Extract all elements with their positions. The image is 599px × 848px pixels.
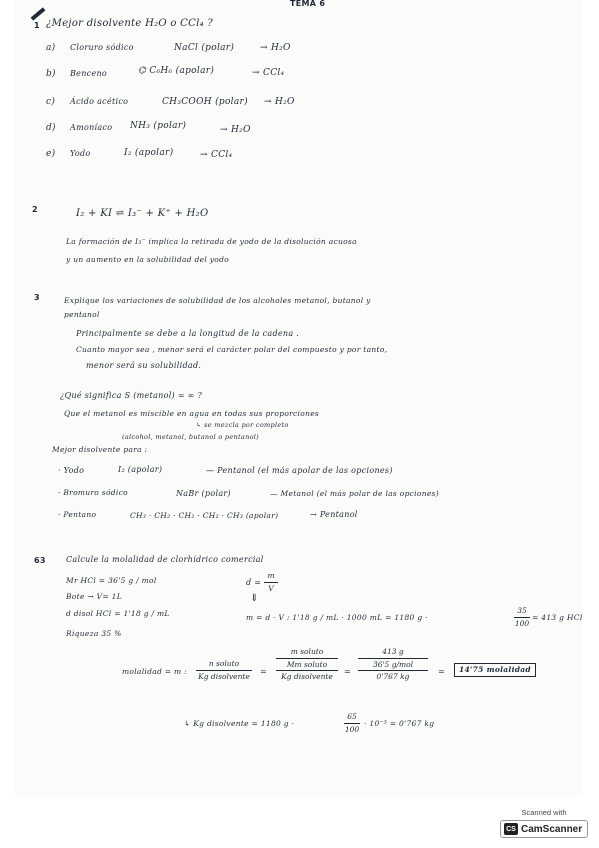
q1-number: 1	[34, 21, 40, 30]
q3-line-2: pentanol	[64, 310, 100, 319]
q3-sub-answer: Que el metanol es miscible en agua en todas sus proporciones	[64, 409, 320, 418]
q3-line-5: menor será su solubilidad.	[86, 361, 202, 370]
mass-calculation: m = d · V : 1'18 g / mL · 1000 mL = 1180 g ·	[246, 613, 428, 622]
q63-title: Calcule la molalidad de clorhídrico comercial	[66, 555, 264, 564]
molality-label: molalidad = m :	[122, 667, 187, 676]
density-fraction: m V	[264, 572, 278, 592]
camscanner-stamp	[500, 808, 588, 842]
q3-sub-note: ↳ se mezcla por completo	[196, 421, 289, 429]
scanned-page: TEMA 6 1 ¿Mejor disolvente H₂O o CCl₄ ? a) Cloruro sódico NaCl (polar) → H₂O b) Benceno ⌬ C₆H₆ (apolar) → CCl₄ c) Ácido acético CH₃COOH (polar) → H₂O d) Amoníaco NH₃ (polar) → H₂O e) Yodo I₂ (apolar) → CCl₄ 2 I₂ + KI ⇌ I₃⁻ + K⁺ + H₂O La formación de I₃⁻ implica la retirada de yodo de la disolución acuosa y un aumento en la solubilidad del yodo 3 Explique los variaciones de solubilidad de los alcoholes metanol, butanol y pentanol Principalmente se debe a la longitud de la cadena . Cuanto mayor sea , menor será el carácter polar del compuesto y por tanto, menor será su solubilidad. ¿Qué significa S (metanol) = ∞ ? Que el metanol es miscible en agua en todas sus proporciones ↳ se mezcla por completo (alcohol, metanol, butanol o pentanol) Mejor disolvente para : · Yodo I₂ (apolar) — Pentanol (el más apolar de las opciones) · Bromuro sódico NaBr (polar) — Metanol (el más polar de las opciones) · Pentano CH₃ · CH₂ · CH₂ · CH₂ · CH₃ (apolar) → Pentanol 63 Calcule la molalidad de clorhídrico comercial Mr HCl = 36'5 g / mol Bote → V= 1L d disol HCl = 1'18 g / mL Riqueza 35 % d = m V ⇓ m = d · V : 1'18 g / mL · 1000 mL = 1180 g · 35 100 = 413 g HCl molalidad = m : n soluto Kg disolvente = m soluto Mm soluto Kg disolvente = 413 g 36'5 g/mol 0'767 kg = 14'75 molalidad ↳ Kg disolvente = 1180 g · 65 100 · 10⁻³ = 0'767 kg	[14, 0, 582, 796]
density-label: d =	[246, 578, 262, 587]
camscanner-logo-icon: CS	[504, 823, 518, 835]
solvent-fraction: 65 100	[344, 712, 360, 734]
molality-fraction-2: m soluto Mm soluto Kg disolvente	[276, 648, 338, 681]
q1-question: ¿Mejor disolvente H₂O o CCl₄ ?	[46, 18, 214, 29]
q63-data-mr: Mr HCl = 36'5 g / mol	[66, 576, 157, 585]
q63-data-purity: Riqueza 35 %	[66, 629, 122, 638]
molality-result: 14'75 molalidad	[454, 663, 536, 677]
stamp-caption: Scanned with	[521, 808, 567, 817]
mass-result: = 413 g HCl	[532, 613, 583, 622]
q3-number: 3	[34, 293, 40, 302]
q2-line-2: y un aumento en la solubilidad del yodo	[66, 255, 230, 264]
page-header: TEMA 6	[290, 0, 326, 8]
q3-options-note: (alcohol, metanol, butanol o pentanol)	[122, 433, 260, 441]
q2-line-1: La formación de I₃⁻ implica la retirada de yodo de la disolución acuosa	[66, 237, 357, 246]
q2-equation: I₂ + KI ⇌ I₃⁻ + K⁺ + H₂O	[76, 208, 209, 219]
check-mark-icon	[31, 7, 46, 20]
stamp-brand: CamScanner	[521, 823, 583, 835]
solvent-result: · 10⁻³ = 0'767 kg	[364, 719, 435, 728]
q3-sub-question: ¿Qué significa S (metanol) = ∞ ?	[60, 391, 203, 400]
q3-line-3: Principalmente se debe a la longitud de la cadena .	[76, 329, 300, 338]
q63-number: 63	[34, 556, 46, 565]
solvent-calculation: ↳ Kg disolvente = 1180 g ·	[184, 719, 295, 728]
q2-number: 2	[32, 205, 38, 214]
mass-purity-fraction: 35 100	[514, 606, 530, 628]
down-arrow-icon: ⇓	[250, 593, 259, 604]
molality-fraction-1: n soluto Kg disolvente	[196, 660, 252, 680]
q63-data-volume: Bote → V= 1L	[66, 592, 122, 601]
q3-line-4: Cuanto mayor sea , menor será el carácter polar del compuesto y por tanto,	[76, 345, 388, 354]
q63-data-density: d disol HCl = 1'18 g / mL	[66, 609, 170, 618]
q3-best-label: Mejor disolvente para :	[52, 445, 148, 454]
molality-fraction-3: 413 g 36'5 g/mol 0'767 kg	[358, 648, 428, 681]
q3-line-1: Explique los variaciones de solubilidad de los alcoholes metanol, butanol y	[64, 296, 371, 305]
